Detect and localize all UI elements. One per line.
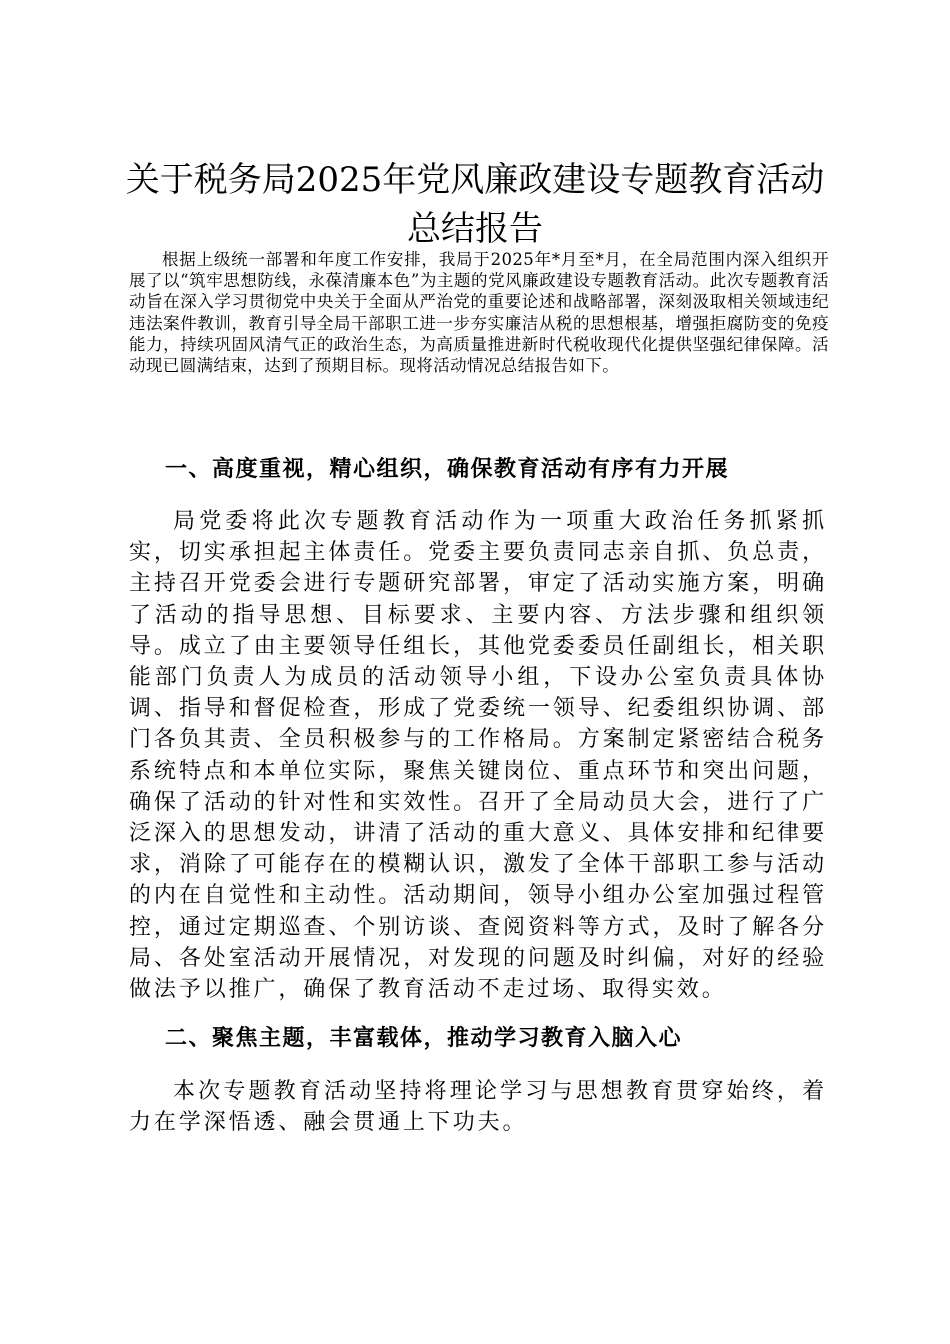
section-1-body: 局党委将此次专题教育活动作为一项重大政治任务抓紧抓实，切实承担起主体责任。党委主要负责同志亲自抓、负总责，主持召开党委会进行专题研究部署，审定了活动实施方案，明确了活动的指导思想、目标要求、主要内容、方法步骤和组织领导。成立了由主要领导任组长，其他党委委员任副组长，相关职能部门负责人为成员的活动领导小组，下设办公室负责具体协调、指导和督促检查，形成了党委统一领导、纪委组织协调、部门各负其责、全员积极参与的工作格局。方案制定紧密结合税务系统特点和本单位实际，聚焦关键岗位、重点环节和突出问题，确保了活动的针对性和实效性。召开了全局动员大会，进行了广泛深入的思想发动，讲清了活动的重大意义、具体安排和纪律要求，消除了可能存在的模糊认识，激发了全体干部职工参与活动的内在自觉性和主动性。活动期间，领导小组办公室加强过程管控，通过定期巡查、个别访谈、查阅资料等方式，及时了解各分局、各处室活动开展情况，对发现的问题及时纠偏，对好的经验做法予以推广，确保了教育活动不走过场、取得实效。: [129, 509, 827, 1003]
document-title: 关于税务局2025年党风廉政建设专题教育活动总结报告: [125, 160, 825, 249]
section-1-heading: 一、高度重视，精心组织，确保教育活动有序有力开展: [165, 457, 730, 482]
section-2-heading: 二、聚焦主题，丰富载体，推动学习教育入脑入心: [165, 1026, 683, 1051]
section-2-body: 本次专题教育活动坚持将理论学习与思想教育贯穿始终，着力在学深悟透、融会贯通上下功夫。: [129, 1079, 827, 1136]
intro-paragraph: 根据上级统一部署和年度工作安排，我局于2025年*月至*月，在全局范围内深入组织开展了以“筑牢思想防线，永葆清廉本色”为主题的党风廉政建设专题教育活动。此次专题教育活动旨在深入学习贯彻党中央关于全面从严治党的重要论述和战略部署，深刻汲取相关领域违纪违法案件教训，教育引导全局干部职工进一步夯实廉洁从税的思想根基，增强拒腐防变的免疫能力，持续巩固风清气正的政治生态，为高质量推进新时代税收现代化提供坚强纪律保障。活动现已圆满结束，达到了预期目标。现将活动情况总结报告如下。: [129, 250, 829, 376]
